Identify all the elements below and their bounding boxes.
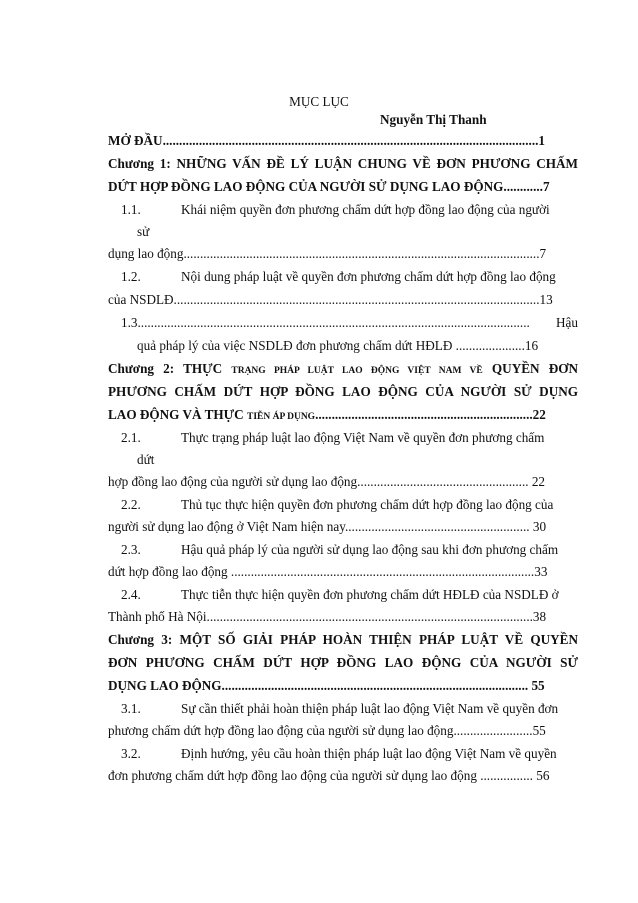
chapter-2-heading-a: Chương 2: THỰC xyxy=(108,361,223,376)
toc-entry-chapter-1[interactable]: Chương 1: NHỮNG VẤN ĐỀ LÝ LUẬN CHUNG VỀ ĐƠN PHƯƠNG CHẤM xyxy=(108,156,578,171)
toc-entry-chapter-2-cont2[interactable] xyxy=(108,406,578,426)
toc-entry-2-2-cont: người sử dụng lao động ở Việt Nam hiện nay........................................................ 30 xyxy=(108,519,547,534)
toc-entry-chapter-1-cont[interactable]: DỨT HỢP ĐỒNG LAO ĐỘNG CỦA NGƯỜI SỬ DỤNG LAO ĐỘNG............7 xyxy=(108,179,550,194)
toc-entry-2-1-cont: dứt xyxy=(137,452,155,467)
section-number: 2.2. xyxy=(121,497,141,512)
section-title: Khái niệm quyền đơn phương chấm dứt hợp đồng lao động của người xyxy=(181,202,550,217)
section-title: Thủ tục thực hiện quyền đơn phương chấm dứt hợp đồng lao động của xyxy=(181,497,554,512)
toc-entry-chapter-2-cont[interactable]: PHƯƠNG CHẤM DỨT HỢP ĐỒNG LAO ĐỘNG CỦA NGƯỜI SỬ DỤNG xyxy=(108,384,578,399)
toc-entry-2-1[interactable] xyxy=(121,429,578,447)
section-number: 1.1. xyxy=(121,202,141,217)
toc-entry-chapter-3-cont2[interactable]: DỤNG LAO ĐỘNG............................................................................................. 55 xyxy=(108,678,545,693)
toc-entry-chapter-2[interactable] xyxy=(108,360,578,380)
toc-entry-1-3[interactable] xyxy=(121,314,578,332)
toc-entry-2-3[interactable] xyxy=(121,541,578,559)
toc-entry-3-1[interactable] xyxy=(121,700,578,718)
section-number: 1.2. xyxy=(121,269,141,284)
section-title: Nội dung pháp luật về quyền đơn phương chấm dứt hợp đồng lao động xyxy=(181,269,556,284)
toc-entry-chapter-3[interactable]: Chương 3: MỘT SỐ GIẢI PHÁP HOÀN THIỆN PHÁP LUẬT VỀ QUYỀN xyxy=(108,632,578,647)
toc-entry-3-2[interactable] xyxy=(121,745,578,763)
toc-entry-1-2-cont: của NSDLĐ...............................................................................................................13 xyxy=(108,292,553,307)
section-number: 2.3. xyxy=(121,542,141,557)
section-number: 2.4. xyxy=(121,587,141,602)
section-title: Hậu quả pháp lý của người sử dụng lao động sau khi đơn phương chấm xyxy=(181,542,559,557)
section-title: Thực tiễn thực hiện quyền đơn phương chấm dứt HĐLĐ của NSDLĐ ở xyxy=(181,587,559,602)
section-title: Định hướng, yêu cầu hoàn thiện pháp luật lao động Việt Nam về quyền xyxy=(181,746,557,761)
toc-entry-2-4-cont: Thành phố Hà Nội...................................................................................................38 xyxy=(108,609,547,624)
section-leader: 1.3....................................................................................................................... xyxy=(121,315,530,330)
section-title: Thực trạng pháp luật lao động Việt Nam về quyền đơn phương chấm xyxy=(181,430,545,445)
toc-entry-3-1-cont: phương chấm dứt hợp đồng lao động của người sử dụng lao động........................55 xyxy=(108,723,546,738)
toc-entry-3-2-cont: đơn phương chấm dứt hợp đồng lao động của người sử dụng lao động ................ 56 xyxy=(108,768,550,783)
toc-entry-1-2[interactable] xyxy=(121,268,578,286)
section-number: 3.2. xyxy=(121,746,141,761)
toc-entry-chapter-3-cont[interactable]: ĐƠN PHƯƠNG CHẤM DỨT HỢP ĐỒNG LAO ĐỘNG CỦA NGƯỜI SỬ xyxy=(108,655,578,670)
chapter-2-leader: ..................................................................22 xyxy=(315,407,546,422)
chapter-2-heading-c: QUYỀN ĐƠN xyxy=(491,361,578,376)
toc-entry-1-1[interactable] xyxy=(121,201,578,219)
toc-entry-2-4[interactable] xyxy=(121,586,578,604)
chapter-2-heading-d: LAO ĐỘNG VÀ THỰC xyxy=(108,407,244,422)
toc-entry-1-1-cont2: dụng lao động............................................................................................................7 xyxy=(108,246,547,261)
author-name: Nguyễn Thị Thanh xyxy=(380,112,487,127)
toc-entry-1-3-cont: quả pháp lý của việc NSDLĐ đơn phương chấm dứt HĐLĐ .....................16 xyxy=(137,338,539,353)
toc-entry-1-1-cont: sử xyxy=(137,224,150,239)
section-title: Sự cần thiết phải hoàn thiện pháp luật lao động Việt Nam về quyền đơn xyxy=(181,701,559,716)
chapter-2-heading-e: TIỄN ÁP DỤNG xyxy=(246,412,316,422)
toc-entry-2-2[interactable] xyxy=(121,496,578,514)
page-title: MỤC LỤC xyxy=(289,94,349,109)
toc-entry-2-1-cont2: hợp đồng lao động của người sử dụng lao động.................................................... 22 xyxy=(108,474,546,489)
section-number: 3.1. xyxy=(121,701,141,716)
toc-entry-2-3-cont: dứt hợp đồng lao động ............................................................................................33 xyxy=(108,564,548,579)
toc-entry-intro[interactable]: MỞ ĐẦU..................................................................................................................1 xyxy=(108,133,546,148)
chapter-2-heading-b: TRẠNG PHÁP LUẬT LAO ĐỘNG VIỆT NAM VỀ xyxy=(231,366,483,376)
section-title: Hậu xyxy=(556,315,578,330)
section-number: 2.1. xyxy=(121,430,141,445)
